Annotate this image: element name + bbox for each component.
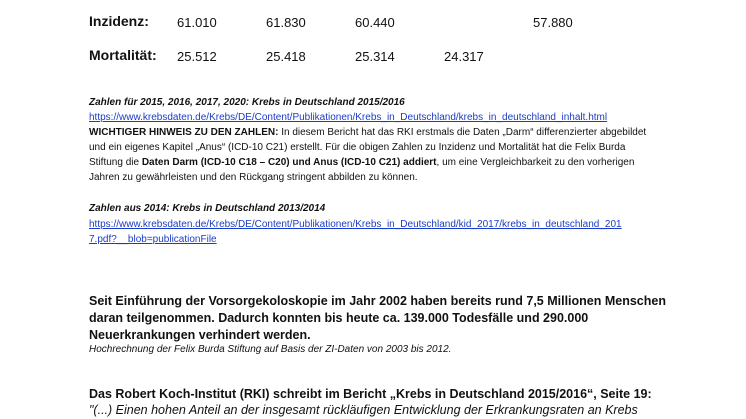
statement-line3: Neuerkrankungen verhindert werden. [89,328,311,342]
source1-note-line1 [89,125,646,140]
note-text: In diesem Bericht hat das RKI erstmals die Daten „Darm“ differenzierter abgebildet [278,127,647,138]
source1-link[interactable]: https://www.krebsdaten.de/Krebs/DE/Content/Publikationen/Krebs_in_Deutschland/krebs_in_deutschland_inhalt.html [89,112,608,123]
mortalitaet-value: 25.512 [177,49,217,64]
source1-note-line4: Jahren zu gewährleisten und den Rückgang stringent abbilden zu können. [89,172,418,183]
source1-note-line2: und ein eigenes Kapitel „Anus“ (ICD-10 C21) erstellt. Für die obigen Zahlen zu Inzidenz und Mortalität hat die Felix Burda [89,142,626,153]
statement-line1: Seit Einführung der Vorsorgekoloskopie im Jahr 2002 haben bereits rund 7,5 Millionen Menschen [89,294,666,308]
statement-line2: daran teilgenommen. Dadurch konnten bis heute ca. 139.000 Todesfälle und 290.000 [89,311,589,325]
rki-heading: Das Robert Koch-Institut (RKI) schreibt im Bericht „Krebs in Deutschland 2015/2016“, Seite 19: [89,387,652,401]
source1-heading: Zahlen für 2015, 2016, 2017, 2020: Krebs in Deutschland 2015/2016 [89,97,405,108]
inzidenz-value: 61.830 [266,15,306,30]
rki-quote: "(...) Einen hohen Anteil an der insgesamt rückläufigen Entwicklung der Erkrankungsraten an Krebs [89,403,638,417]
note-label: WICHTIGER HINWEIS ZU DEN ZAHLEN: [89,127,279,138]
note-text: , um eine Vergleichbarkeit zu den vorherigen [436,157,635,168]
source2-link-line2[interactable]: 7.pdf?__blob=publicationFile [89,234,217,245]
inzidenz-value: 57.880 [533,15,573,30]
note-emphasis: Daten Darm (ICD-10 C18 – C20) und Anus (ICD-10 C21) addiert [141,157,437,168]
mortalitaet-value: 25.314 [355,49,395,64]
mortalitaet-value: 25.418 [266,49,306,64]
source2-heading: Zahlen aus 2014: Krebs in Deutschland 2013/2014 [89,203,326,214]
source2-link-line1[interactable]: https://www.krebsdaten.de/Krebs/DE/Content/Publikationen/Krebs_in_Deutschland/kid_2017/krebs_in_deutschland_201 [89,219,622,230]
inzidenz-value: 60.440 [355,15,395,30]
inzidenz-value: 61.010 [177,15,217,30]
mortalitaet-label: Mortalität: [89,47,157,63]
inzidenz-label: Inzidenz: [89,13,149,29]
note-text: Stiftung die [89,157,142,168]
mortalitaet-value: 24.317 [444,49,484,64]
statement-note: Hochrechnung der Felix Burda Stiftung auf Basis der ZI-Daten von 2003 bis 2012. [89,344,452,355]
source1-note-line3 [89,155,634,170]
